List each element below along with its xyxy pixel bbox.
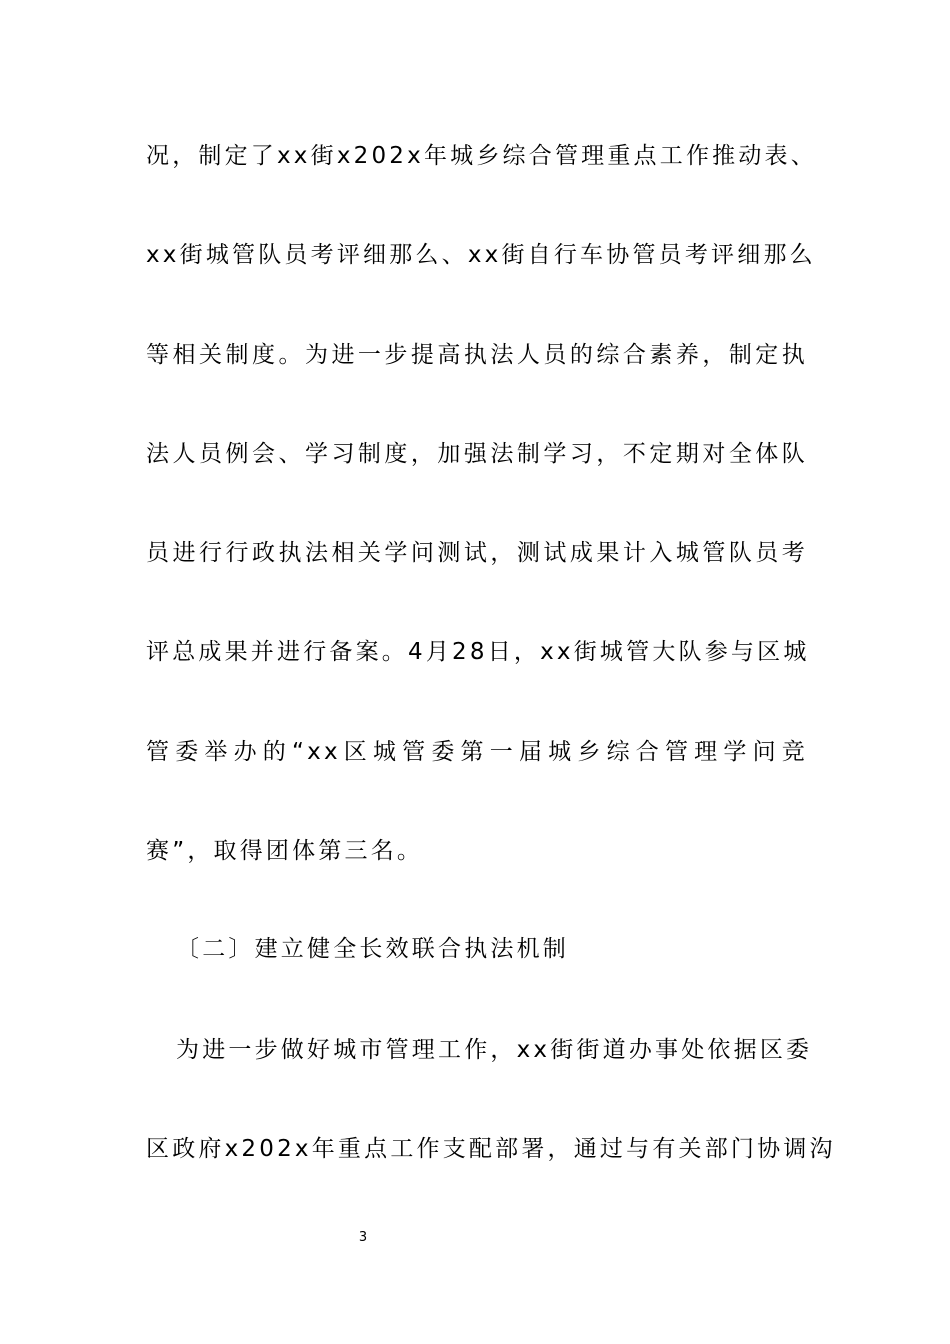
paragraph-line: 员进行行政执法相关学问测试，测试成果计入城管队员考	[146, 540, 808, 566]
paragraph-line: 法人员例会、学习制度，加强法制学习，不定期对全体队	[146, 441, 808, 467]
paragraph-line: 况，制定了xx街x202x年城乡综合管理重点工作推动表、	[146, 143, 817, 169]
paragraph-line: 管委举办的“xx区城管委第一届城乡综合管理学问竞	[146, 739, 808, 765]
paragraph-line: 区政府x202x年重点工作支配部署，通过与有关部门协调沟	[146, 1136, 836, 1162]
paragraph-line: 评总成果并进行备案。4月28日，xx街城管大队参与区城	[146, 639, 810, 665]
paragraph-line: 赛”，取得团体第三名。	[146, 838, 424, 864]
paragraph-line: 为进一步做好城市管理工作，xx街街道办事处依据区委	[176, 1037, 813, 1063]
page-number: 3	[358, 1230, 368, 1245]
paragraph-line: xx街城管队员考评细那么、xx街自行车协管员考评细那么	[146, 242, 816, 268]
section-heading: 〔二〕建立健全长效联合执法机制	[176, 936, 569, 962]
paragraph-line: 等相关制度。为进一步提高执法人员的综合素养，制定执	[146, 342, 808, 368]
